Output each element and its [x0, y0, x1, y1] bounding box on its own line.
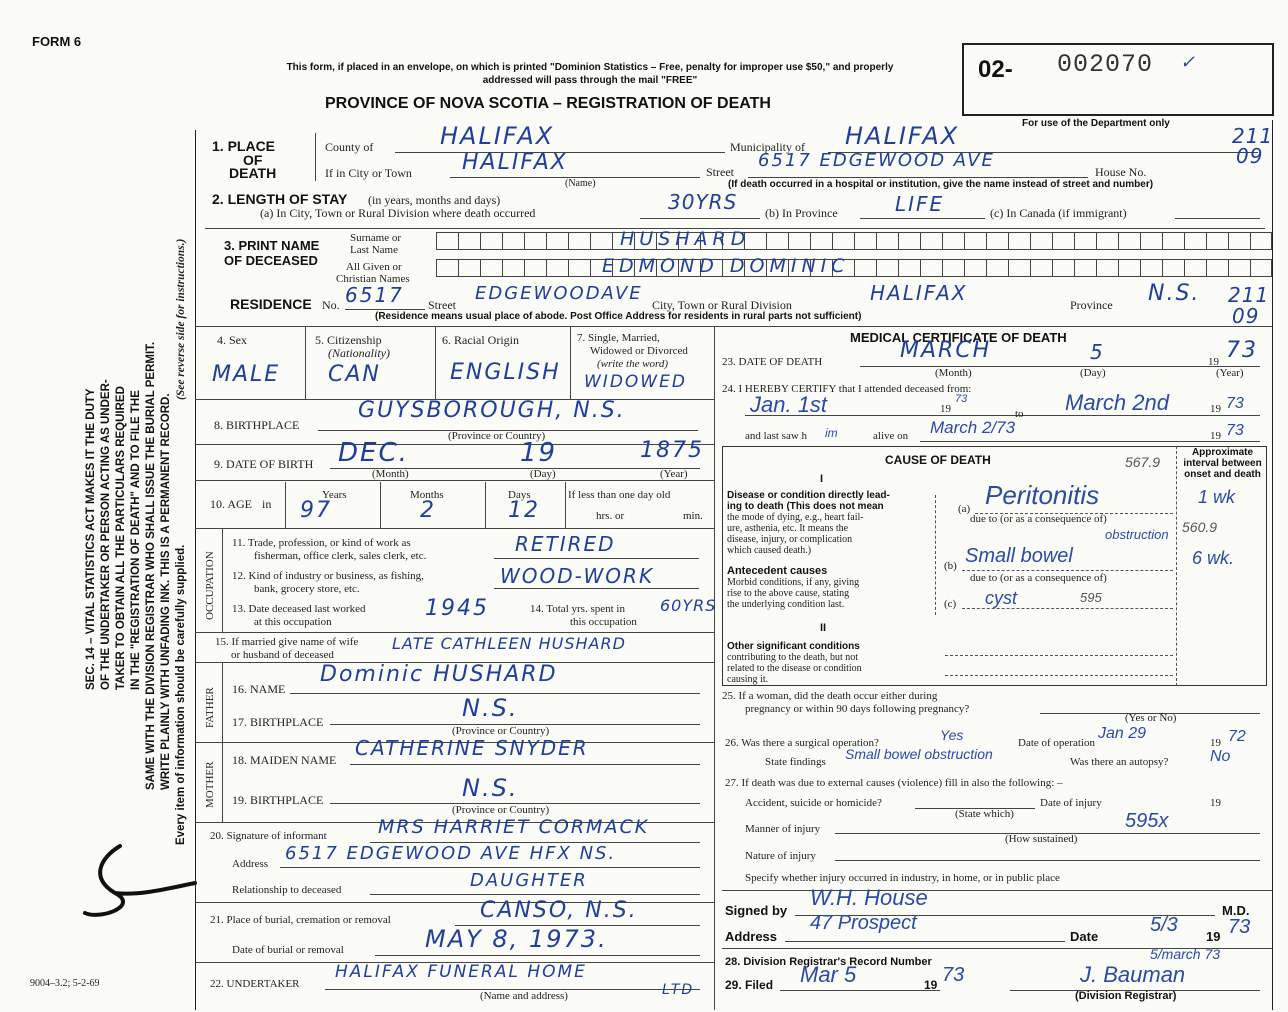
state-which: (State which)	[955, 808, 1014, 820]
marital-label-2: Widowed or Divorced	[590, 345, 688, 357]
last-saw-label: and last saw h	[745, 430, 808, 442]
institution-note: (If death occurred in a hospital or institution, give the name instead of street and number)	[728, 179, 1154, 190]
mother-side-rule	[222, 742, 223, 822]
dob-month-caption: (Month)	[372, 468, 409, 480]
nature-line	[835, 860, 1260, 861]
age-years: 97	[300, 498, 332, 523]
injury-year-prefix: 19	[1210, 797, 1221, 809]
sig-date-label: Date	[1070, 929, 1099, 944]
father-side-rule	[222, 662, 223, 742]
mother-caption: (Province or Country)	[452, 804, 550, 816]
autopsy-label: Was there an autopsy?	[1070, 756, 1169, 768]
residence-no-line	[345, 309, 425, 310]
last-saw-value: March 2/73	[930, 418, 1016, 437]
medical-title: MEDICAL CERTIFICATE OF DEATH	[850, 330, 1067, 345]
street-label: Street	[706, 165, 734, 179]
frame-right	[1272, 120, 1273, 1010]
undertaker-value-2: LTD	[662, 982, 695, 998]
total-label-1: 14. Total yrs. spent in	[530, 603, 625, 615]
father-name-label: 16. NAME	[232, 682, 286, 696]
rule-below-occupation	[195, 632, 714, 633]
cause-c-value: cyst	[985, 588, 1018, 608]
informant-relationship-label: Relationship to deceased	[232, 884, 342, 896]
sig-year-prefix: 19	[1206, 929, 1221, 944]
place-label-3: DEATH	[229, 165, 277, 181]
attended-to-year: 73	[1226, 395, 1244, 412]
q27-label: 27. If death was due to external causes (violence) fill in also the following: –	[725, 777, 1063, 789]
autopsy-value: No	[1210, 748, 1231, 765]
v-race-marital	[570, 327, 571, 399]
nature-label: Nature of injury	[745, 850, 816, 862]
sex-label: 4. Sex	[217, 333, 247, 347]
industry-label-1: 12. Kind of industry or business, as fishing,	[232, 570, 424, 582]
industry-line	[494, 588, 699, 589]
informant-address-line	[280, 867, 700, 868]
stay-b-label: (b) In Province	[765, 206, 838, 220]
specify-label: Specify whether injury occurred in industry, in home, or in public place	[745, 872, 1060, 884]
dob-day-caption: (Day)	[530, 468, 556, 480]
direct-label-4: ure, asthenia, etc. It means the	[727, 523, 849, 534]
filed-value: Mar 5	[800, 962, 857, 987]
direct-label-6: which caused death.)	[727, 545, 812, 556]
injury-date-label: Date of injury	[1040, 797, 1102, 809]
md-label: M.D.	[1222, 903, 1250, 918]
informant-address: 6517 EDGEWOOD AVE HFX NS.	[285, 843, 617, 864]
age-months-label: Months	[410, 489, 444, 501]
mother-side-label: MOTHER	[204, 761, 216, 808]
surname-label-1: Surname or	[350, 232, 402, 244]
check-mark: ✓	[1180, 52, 1196, 72]
direct-label-5: disease, injury, or complication	[727, 534, 853, 545]
residence-street-label: Street	[428, 298, 456, 312]
age-years-label: Years	[322, 489, 347, 501]
rule-below-age	[195, 528, 714, 529]
direct-label-1: Disease or condition directly lead-	[727, 490, 890, 501]
mother-birthplace: N.S.	[462, 774, 519, 802]
cause-c-code: 595	[1080, 590, 1102, 605]
cause-c-mark: (c)	[944, 598, 957, 610]
attended-from: Jan. 1st	[750, 392, 828, 417]
last-saw-line	[920, 441, 1260, 442]
father-birthplace: N.S.	[462, 694, 519, 722]
filed-line	[780, 990, 940, 991]
form-number: FORM 6	[32, 34, 82, 49]
cause-title: CAUSE OF DEATH	[885, 453, 991, 467]
death-month-caption: (Month)	[935, 367, 972, 379]
mother-birthplace-label: 19. BIRTHPLACE	[232, 793, 324, 807]
page-title: PROVINCE OF NOVA SCOTIA – REGISTRATION OF DEATH	[325, 95, 771, 112]
q25-yes-no: (Yes or No)	[1125, 712, 1177, 724]
city-label: If in City or Town	[325, 166, 412, 180]
sig-year: 73	[1228, 916, 1251, 938]
antecedent-label-1: Morbid conditions, if any, giving	[727, 577, 860, 588]
sig-address-value: 47 Prospect	[810, 912, 917, 934]
cause-part-1: I	[820, 473, 824, 485]
direct-label-3: the mode of dying, e.g., heart fail-	[727, 512, 864, 523]
mother-maiden-label: 18. MAIDEN NAME	[232, 753, 337, 767]
age-v4	[565, 482, 566, 528]
cause-b-code: 560.9	[1182, 519, 1218, 535]
place-label-2: OF	[243, 152, 263, 168]
place-bracket	[315, 133, 316, 181]
signed-value: W.H. House	[810, 885, 928, 910]
dob-year-caption: (Year)	[660, 468, 688, 480]
municipality-value: HALIFAX	[845, 122, 960, 150]
birthplace-value: GUYSBOROUGH, N.S.	[358, 398, 626, 423]
stay-c-line	[1175, 218, 1260, 219]
frame-middle	[714, 326, 715, 1010]
age-v1	[285, 482, 286, 528]
last-saw-mid: im	[825, 426, 838, 440]
side-text-3: TAKER TO OBTAIN ALL THE PARTICULARS REQUIRED	[115, 386, 127, 690]
burial-date-label: Date of burial or removal	[232, 944, 344, 956]
racial-value: ENGLISH	[450, 360, 561, 385]
stay-b-line	[860, 218, 985, 219]
age-less-day: If less than one day old	[568, 489, 671, 501]
cause-due-b: due to (or as a consequence of)	[970, 572, 1107, 584]
citizenship-label: 5. Citizenship	[315, 333, 382, 347]
surname-cells	[436, 232, 1272, 250]
cause-part-2: II	[820, 622, 827, 634]
citizenship-sub: (Nationality)	[328, 346, 390, 360]
stay-label-note: (in years, months and days)	[368, 193, 501, 207]
age-months: 2	[420, 498, 436, 523]
last-saw-year-prefix: 19	[1210, 430, 1221, 442]
cause-due-a: due to (or as a consequence of)	[970, 513, 1107, 525]
code-211-b: 211	[1228, 283, 1270, 307]
stay-label: 2. LENGTH OF STAY	[212, 191, 348, 207]
filed-year-prefix: 19	[924, 978, 938, 992]
name-label-2: OF DECEASED	[224, 253, 318, 268]
age-v2	[380, 482, 381, 528]
side-text-4: IN THE "REGISTRATION OF DEATH" AND TO FILE THE	[130, 390, 142, 690]
last-worked-value: 1945	[425, 596, 489, 621]
filed-label: 29. Filed	[725, 978, 774, 992]
cause-b-value: Small bowel	[965, 545, 1073, 567]
residence-no-label: No.	[322, 298, 340, 312]
informant-address-label: Address	[232, 858, 269, 870]
mother-maiden: CATHERINE SNYDER	[355, 736, 589, 760]
code-09-b: 09	[1232, 304, 1260, 328]
death-date-line	[860, 366, 1260, 367]
other-label-1: Other significant conditions	[727, 641, 860, 652]
death-date-day: 5	[1090, 340, 1105, 364]
q25-label-2: pregnancy or within 90 days following pregnancy?	[745, 703, 970, 715]
signed-label: Signed by	[725, 903, 788, 918]
age-v3	[485, 482, 486, 528]
street-value: 6517 EDGEWOOD AVE	[758, 150, 995, 171]
side-text-6: WRITE PLAINLY WITH UNFADING INK. THIS IS A PERMANENT RECORD.	[160, 393, 172, 790]
industry-label-2: bank, grocery store, etc.	[254, 583, 360, 595]
certify-label: 24. I HEREBY CERTIFY that I attended deceased from:	[722, 383, 972, 395]
given-value: EDMOND DOMINIC	[602, 255, 850, 277]
father-side-label: FATHER	[204, 687, 216, 728]
county-value: HALIFAX	[440, 122, 555, 150]
county-label: County of	[325, 140, 374, 154]
rule-above-signature	[722, 890, 1272, 891]
residence-note: (Residence means usual place of abode. Post Office Address for residents in rural parts not sufficient)	[375, 311, 862, 322]
op-date-label: Date of operation	[1018, 737, 1095, 749]
findings-label: State findings	[765, 756, 826, 768]
residence-street-value: EDGEWOODAVE	[475, 283, 643, 304]
father-name: Dominic HUSHARD	[320, 662, 558, 687]
undertaker-label: 22. UNDERTAKER	[210, 978, 300, 990]
q26-label: 26. Was there a surgical operation?	[725, 737, 879, 749]
mother-maiden-line	[350, 764, 700, 765]
other-label-4: causing it.	[727, 674, 769, 685]
dob-day: 19	[520, 438, 558, 468]
marital-label-1: 7. Single, Married,	[577, 332, 660, 344]
given-label-2: Christian Names	[336, 273, 410, 285]
burial-place: CANSO, N.S.	[480, 898, 638, 923]
death-date-month: MARCH	[900, 338, 992, 363]
antecedent-label-3: the underlying condition last.	[727, 599, 845, 610]
age-days: 12	[508, 498, 540, 523]
stay-c-label: (c) In Canada (if immigrant)	[990, 206, 1127, 220]
total-value: 60YRS	[660, 596, 717, 615]
residence-province-label: Province	[1070, 298, 1113, 312]
burial-date-line	[375, 955, 700, 956]
age-days-label: Days	[508, 489, 531, 501]
sig-date: 5/3	[1150, 914, 1178, 936]
findings-value: Small bowel obstruction	[845, 746, 993, 762]
spouse-label-2: or husband of deceased	[231, 649, 334, 661]
given-label-1: All Given or	[346, 261, 402, 273]
dob-label: 9. DATE OF BIRTH	[214, 457, 314, 471]
filed-year: 73	[942, 964, 965, 986]
racial-label: 6. Racial Origin	[442, 333, 519, 347]
residence-province-value: N.S.	[1148, 281, 1201, 306]
dob-month: DEC.	[338, 438, 409, 468]
side-text-8: (See reverse side for instructions.)	[175, 238, 187, 400]
registration-number: 002070	[1057, 50, 1154, 79]
rule-below-residence	[195, 326, 1272, 327]
rule-below-birthplace	[195, 444, 714, 445]
name-caption: (Name)	[565, 178, 596, 189]
city-value: HALIFAX	[462, 150, 568, 175]
sig-address-line	[785, 941, 1065, 942]
citizenship-value: CAN	[328, 362, 381, 387]
death-year-caption: (Year)	[1216, 367, 1244, 379]
trade-label-2: fisherman, office clerk, sales clerk, etc.	[254, 550, 427, 562]
code-211-a: 211	[1232, 124, 1274, 148]
accident-label: Accident, suicide or homicide?	[745, 797, 882, 809]
side-text-5: SAME WITH THE DIVISION REGISTRAR WHO SHALL ISSUE THE BURIAL PERMIT.	[145, 341, 157, 790]
record-value: 5/march 73	[1150, 946, 1221, 962]
cause-a-due: obstruction	[1105, 527, 1169, 542]
how-sustained: (How sustained)	[1005, 833, 1078, 845]
margin-signature-drawing	[60, 838, 200, 928]
street-line	[748, 177, 1088, 178]
attended-to-label: to	[1015, 408, 1024, 420]
cause-b-mark: (b)	[944, 560, 957, 572]
birthplace-label: 8. BIRTHPLACE	[214, 418, 300, 432]
cause-interval-divider	[1176, 446, 1177, 686]
residence-city-value: HALIFAX	[870, 281, 968, 305]
death-date-label: 23. DATE OF DEATH	[722, 356, 823, 368]
trade-value: RETIRED	[515, 532, 616, 556]
undertaker-caption: (Name and address)	[480, 990, 568, 1002]
registrar-name: J. Bauman	[1080, 962, 1186, 987]
name-label-1: 3. PRINT NAME	[224, 238, 320, 253]
other-label-3: related to the disease or condition	[727, 663, 862, 674]
informant-relationship-line	[370, 894, 700, 895]
age-min: min.	[683, 510, 703, 522]
occ-side-rule	[222, 528, 223, 632]
given-cells	[436, 259, 1272, 277]
death-date-year-prefix: 19	[1208, 356, 1219, 368]
burial-place-label: 21. Place of burial, cremation or removal	[210, 914, 391, 926]
informant-relationship: DAUGHTER	[470, 870, 588, 891]
marital-label-3: (write the word)	[597, 358, 669, 370]
age-in: in	[262, 497, 272, 511]
house-label: House No.	[1095, 165, 1147, 179]
registrar-caption: (Division Registrar)	[1075, 990, 1177, 1002]
print-code: 9004–3.2; 5-2-69	[30, 978, 100, 989]
op-year: 72	[1228, 728, 1246, 745]
manner-label: Manner of injury	[745, 823, 821, 835]
undertaker-value: HALIFAX FUNERAL HOME	[335, 962, 587, 982]
stay-a-value: 30YRS	[668, 190, 738, 214]
attended-to: March 2nd	[1065, 390, 1169, 415]
cause-a-code: 567.9	[1125, 454, 1161, 470]
total-label-2: this occupation	[570, 616, 637, 628]
father-birthplace-label: 17. BIRTHPLACE	[232, 715, 324, 729]
municipality-label: Municipality of	[730, 140, 805, 154]
rule-below-dob	[195, 480, 714, 481]
op-year-prefix: 19	[1210, 737, 1221, 749]
v-sex-cit	[305, 327, 306, 399]
death-day-caption: (Day)	[1080, 367, 1106, 379]
side-text-2: OF THE UNDERTAKER OR PERSON ACTING AS UNDER-	[100, 379, 112, 690]
informant-signature: MRS HARRIET CORMACK	[378, 816, 650, 838]
q26-value: Yes	[940, 727, 964, 743]
q25-label-1: 25. If a woman, did the death occur either during	[722, 690, 938, 702]
antecedent-label-2: rise to the above cause, stating	[727, 588, 850, 599]
v-cit-race	[435, 327, 436, 399]
trade-label-1: 11. Trade, profession, or kind of work as	[232, 537, 411, 549]
trade-line	[494, 558, 699, 559]
cause-a-interval: 1 wk	[1198, 487, 1236, 507]
antecedent-title: Antecedent causes	[727, 565, 828, 577]
surname-label-2: Last Name	[350, 244, 398, 256]
cause-bracket	[935, 495, 936, 615]
stay-a-label: (a) In City, Town or Rural Division where death occurred	[260, 206, 536, 220]
postal-notice: This form, if placed in an envelope, on which is printed "Dominion Statistics – Free, penalty for improper use $50," and properly addressed will pass through the mail "FREE"	[286, 62, 894, 86]
cause-b-interval: 6 wk.	[1192, 548, 1235, 568]
dob-year: 1875	[640, 438, 704, 463]
other-line-1	[945, 655, 1173, 656]
surname-value: HUSHARD	[620, 228, 751, 250]
frame-left	[195, 130, 196, 1010]
cause-b-line	[962, 570, 1173, 571]
age-hrs: hrs. or	[596, 510, 625, 522]
attended-to-year-prefix: 19	[1210, 403, 1221, 415]
death-date-year: 73	[1226, 338, 1258, 363]
spouse-label-1: 15. If married give name of wife	[215, 636, 359, 648]
occupation-side-label: OCCUPATION	[204, 551, 216, 620]
code-09-a: 09	[1236, 144, 1264, 168]
spouse-value: LATE CATHLEEN HUSHARD	[392, 634, 626, 653]
age-label: 10. AGE	[210, 497, 252, 511]
cause-a-value: Peritonitis	[985, 480, 1100, 510]
residence-no-value: 6517	[345, 283, 404, 307]
interval-label: Approximate interval between onset and death	[1183, 447, 1262, 480]
sex-value: MALE	[212, 362, 281, 387]
op-date: Jan 29	[1098, 725, 1147, 742]
residence-city-label: City, Town or Rural Division	[652, 298, 792, 312]
side-text-7: Every item of information should be carefully supplied.	[175, 544, 187, 845]
direct-label-2: ing to death (This does not mean	[727, 501, 884, 512]
last-worked-label-1: 13. Date deceased last worked	[232, 603, 366, 615]
marital-value: WIDOWED	[584, 372, 687, 392]
stay-b-value: LIFE	[895, 192, 945, 216]
birthplace-caption: (Province or Country)	[448, 430, 546, 442]
side-text-1: SEC. 14 – VITAL STATISTICS ACT MAKES IT THE DUTY	[85, 388, 97, 690]
stay-a-line	[640, 218, 760, 219]
sig-address-label: Address	[725, 929, 778, 944]
alive-label: alive on	[873, 430, 909, 442]
father-caption: (Province or Country)	[452, 725, 550, 737]
last-saw-year: 73	[1226, 422, 1244, 439]
other-line-2	[945, 675, 1173, 676]
attended-from-year: 73	[955, 393, 968, 405]
attended-from-year-prefix: 19	[940, 403, 951, 415]
registration-prefix: 02-	[978, 56, 1013, 83]
informant-sig-label: 20. Signature of informant	[210, 830, 327, 842]
other-label-2: contributing to the death, but not	[727, 652, 859, 663]
place-label-1: 1. PLACE	[212, 138, 276, 154]
burial-date: MAY 8, 1973.	[425, 925, 608, 953]
cause-a-mark: (a)	[958, 503, 971, 515]
last-worked-label-2: at this occupation	[254, 616, 332, 628]
record-label: 28. Division Registrar's Record Number	[725, 956, 932, 968]
dept-note: For use of the Department only	[1022, 118, 1170, 129]
residence-label: RESIDENCE	[230, 296, 312, 312]
industry-value: WOOD-WORK	[500, 564, 655, 588]
manner-code: 595x	[1125, 810, 1169, 832]
